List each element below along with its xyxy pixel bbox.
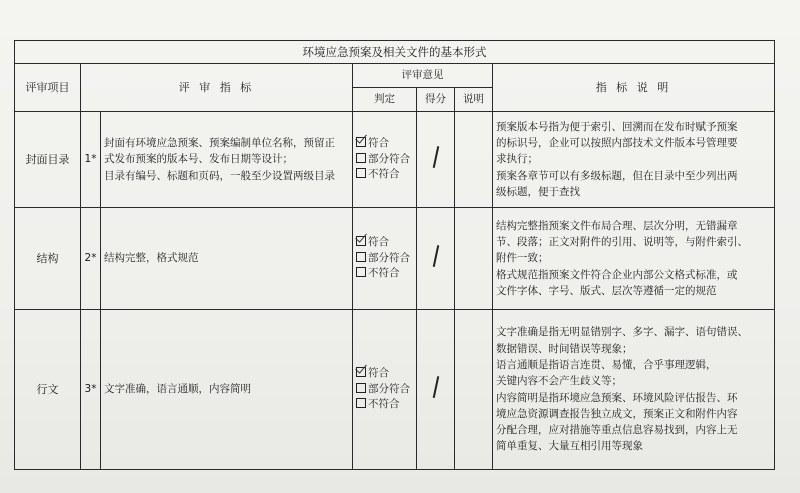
judge-options [353,310,417,470]
explanation-line: 格式规范指预案文件符合企业内部公文格式标准，或 [496,268,738,281]
table-title: 环境应急预案及相关文件的基本形式 [15,41,775,64]
explanation-line: 简单重复、大量互相引用等现象 [496,440,643,453]
score-cell [417,208,455,310]
header-opinion: 评审意见 [353,64,493,88]
option-label: 符合 [368,366,389,379]
row-criteria [101,112,353,208]
table-row [15,112,775,208]
explanation-line: 分配合理，应对措施等重点信息容易找到，内容上无 [496,424,738,437]
checkbox-checked[interactable] [356,137,366,147]
option-label: 部分符合 [368,382,410,395]
checkbox[interactable] [356,153,366,163]
explanation-line: 结构完整指预案文件布局合理、层次分明，无错漏章 [496,219,738,232]
row-item: 行文 [15,310,81,470]
explanation-line: 节、段落；正文对附件的引用、说明等，与附件索引、 [496,236,748,249]
option-label: 不符合 [368,398,400,411]
score-cell [417,112,455,208]
score-slash-mark [432,245,438,267]
explanation-line: 级标题，便于查找 [496,185,580,198]
score-slash-mark [432,146,438,168]
note-cell [455,208,493,310]
explanation-line: 预案版本号指为便于索引、回溯而在发布时赋予预案 [496,120,738,133]
explanation-line: 关键内容不会产生歧义等； [496,375,622,388]
judge-options [353,112,417,208]
header-score: 得分 [417,88,455,112]
evaluation-table [14,40,775,470]
explanation-line: 预案各章节可以有多级标题，但在目录中至少列出两 [496,169,738,182]
note-cell [455,310,493,470]
row-criteria [101,310,353,470]
criteria-line: 目录有编号、标题和页码，一般至少设置两级目录 [104,169,335,182]
row-explanation [493,112,775,208]
explanation-line: 数据错误、时间错误等现象； [496,342,633,355]
row-criteria [101,208,353,310]
explanation-line: 内容简明是指环境应急预案、环境风险评估报告、环 [496,391,738,404]
explanation-line: 附件一致； [496,252,549,265]
explanation-line: 的标识号，企业可以按照内部技术文件版本号管理要 [496,137,738,150]
option-label: 符合 [368,235,389,248]
checkbox[interactable] [356,398,366,408]
score-slash-mark [432,376,438,398]
header-indicator: 评 审 指 标 [81,64,353,112]
note-cell [455,112,493,208]
explanation-line: 境应急资源调查报告独立成文，预案正文和附件内容 [496,407,738,420]
criteria-line: 文字准确，语言通顺，内容简明 [104,383,251,396]
row-number: 3* [81,310,101,470]
option-label: 部分符合 [368,152,410,165]
option-label: 不符合 [368,168,400,181]
option-label: 部分符合 [368,251,410,264]
criteria-line: 结构完整，格式规范 [104,252,199,265]
checkbox[interactable] [356,383,366,393]
row-number: 2* [81,208,101,310]
header-judge: 判定 [353,88,417,112]
judge-options [353,208,417,310]
row-explanation [493,208,775,310]
explanation-line: 文字准确是指无明显错别字、多字、漏字、语句错误、 [496,326,748,339]
checkbox[interactable] [356,267,366,277]
row-number: 1* [81,112,101,208]
table-row [15,208,775,310]
score-cell [417,310,455,470]
header-note: 说明 [455,88,493,112]
option-label: 符合 [368,136,389,149]
criteria-line: 式发布预案的版本号、发布日期等设计； [104,153,293,166]
row-explanation [493,310,775,470]
header-item: 评审项目 [15,64,81,112]
explanation-line: 语言通顺是指语言连贯、易懂，合乎事理逻辑， [496,358,717,371]
checkbox[interactable] [356,252,366,262]
checkbox-checked[interactable] [356,367,366,377]
explanation-line: 文件字体、字号、版式、层次等遵循一定的规范 [496,284,717,297]
row-item: 封面目录 [15,112,81,208]
checkbox[interactable] [356,168,366,178]
criteria-line: 封面有环境应急预案、预案编制单位名称，预留正 [104,137,335,150]
row-item: 结构 [15,208,81,310]
explanation-line: 求执行； [496,153,538,166]
checkbox-checked[interactable] [356,236,366,246]
option-label: 不符合 [368,267,400,280]
table-row [15,310,775,470]
header-explain: 指 标 说 明 [493,64,775,112]
